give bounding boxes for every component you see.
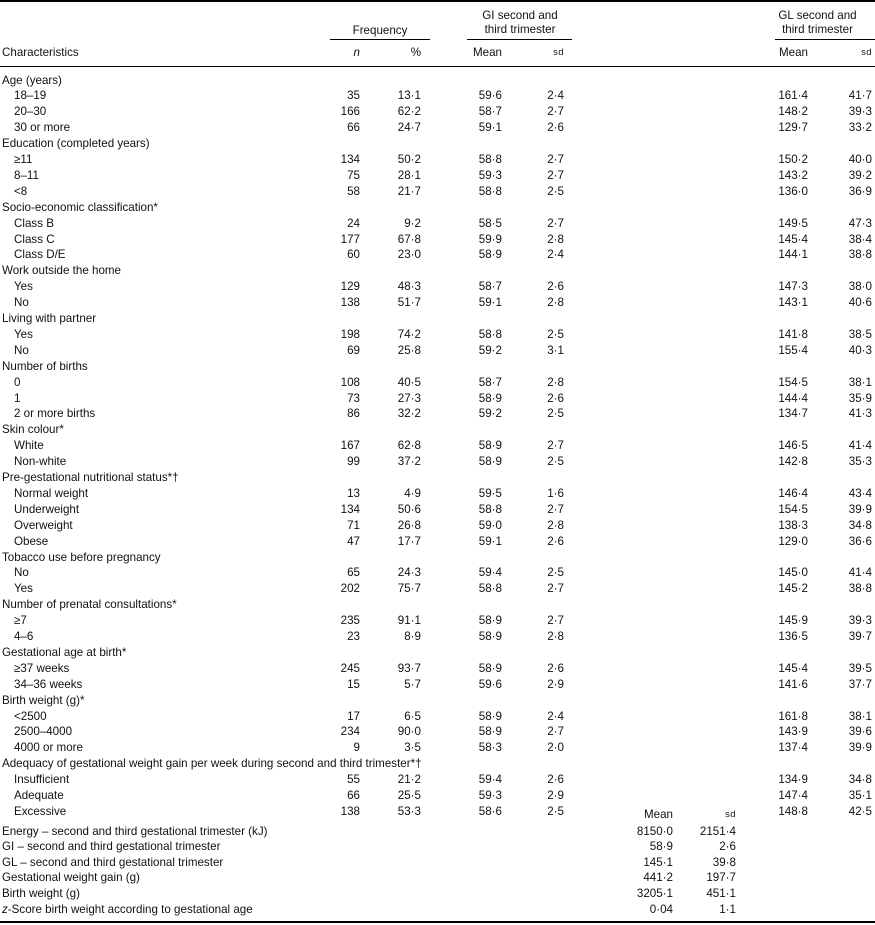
group-label: Work outside the home: [2, 264, 122, 278]
pct-header: %: [410, 46, 421, 59]
pct-cell: 3·5: [404, 741, 421, 755]
row-label: No: [14, 343, 29, 357]
gi-sd-cell: 2·5: [547, 566, 564, 580]
row-label: 4–6: [14, 630, 34, 643]
n-cell: 71: [347, 518, 360, 532]
gl-mean-cell: 161·4: [778, 89, 808, 103]
n-cell: 202: [340, 582, 360, 596]
gi-mean-cell: 59·3: [478, 168, 502, 182]
gl-mean-cell: 146·5: [778, 439, 808, 453]
n-cell: 66: [347, 789, 360, 802]
stats-sd-cell: 451·1: [706, 886, 736, 900]
group-label: Number of prenatal consultations*: [2, 598, 177, 612]
gl-sd-cell: 35·1: [848, 789, 872, 802]
pct-cell: 9·2: [404, 216, 421, 230]
stats-label-text: -Score birth weight according to gestational age: [7, 902, 253, 916]
stats-sd-cell: 2151·4: [699, 824, 736, 838]
gl-sd-cell: 47·3: [848, 216, 872, 230]
gi-sd-cell: 2·7: [547, 614, 564, 628]
gi-mean-cell: 58·8: [478, 502, 502, 516]
gl-sd-cell: 39·9: [848, 741, 872, 755]
n-cell: 35: [347, 89, 360, 103]
group-label: Adequacy of gestational weight gain per week during second and third trimester*†: [2, 757, 422, 771]
gi-sd-cell: 2·7: [547, 105, 564, 119]
n-cell: 47: [347, 534, 360, 548]
gl-sd-cell: 38·8: [848, 582, 872, 596]
pct-cell: 40·5: [397, 375, 421, 389]
gi-mean-cell: 59·2: [478, 343, 502, 357]
gi-mean-cell: 58·9: [478, 391, 502, 405]
stats-label-text: GI – second and third gestational trimester: [2, 840, 221, 854]
gi-mean-cell: 58·9: [478, 614, 502, 628]
gi-sd-cell: 2·7: [547, 216, 564, 230]
gl-sd-cell: 39·6: [848, 725, 872, 739]
row-label: Yes: [14, 582, 33, 596]
gi-mean-cell: 59·1: [478, 534, 502, 548]
row-label: 2 or more births: [14, 407, 96, 421]
gi-mean-cell: 58·5: [478, 216, 502, 230]
n-cell: 73: [347, 391, 360, 405]
gl-mean-cell: 145·4: [778, 232, 808, 246]
gl-mean-cell: 136·5: [778, 630, 808, 643]
gi-sd-cell: 2·5: [547, 804, 564, 818]
gi-sd-cell: 2·7: [547, 168, 564, 182]
gl-sd-cell: 39·5: [848, 661, 872, 675]
n-cell: 17: [347, 709, 360, 723]
top-rule: [0, 0, 875, 2]
stats-label: [2, 903, 253, 917]
gi-sd-cell: 2·6: [547, 121, 564, 135]
pct-cell: 50·6: [397, 502, 421, 516]
pct-cell: 25·8: [397, 343, 421, 357]
gl-sd-cell: 41·4: [848, 566, 872, 580]
gl-sd-cell: 38·0: [848, 280, 872, 294]
group-label: Tobacco use before pregnancy: [2, 550, 161, 564]
row-label: 0: [14, 375, 21, 389]
stats-mean-header: Mean: [643, 808, 673, 821]
gi-mean-cell: 58·9: [478, 439, 502, 453]
row-label: 18–19: [14, 89, 47, 103]
gl-mean-cell: 154·5: [778, 375, 808, 389]
gl-sd-cell: 34·8: [848, 773, 872, 787]
gi-sd-cell: 2·4: [547, 709, 564, 723]
gi-sd-header: sd: [553, 47, 564, 58]
n-cell: 23: [347, 630, 360, 643]
gl-header-line2: third trimester: [782, 23, 853, 36]
gi-sd-cell: 2·4: [547, 89, 564, 103]
n-header: n: [353, 46, 360, 59]
stats-label: [2, 887, 80, 901]
gi-underline: [467, 39, 572, 40]
gl-mean-cell: 161·8: [778, 709, 808, 723]
gi-mean-cell: 59·6: [478, 677, 502, 691]
group-label: Skin colour*: [2, 423, 64, 437]
pct-cell: 53·3: [397, 804, 421, 818]
gi-sd-cell: 3·1: [547, 343, 564, 357]
pct-cell: 13·1: [397, 89, 421, 103]
n-cell: 55: [347, 773, 360, 787]
gl-mean-header: Mean: [778, 46, 808, 59]
pct-cell: 24·7: [397, 121, 421, 135]
stats-label-text: Gestational weight gain (g): [2, 871, 140, 885]
n-cell: 177: [340, 232, 360, 246]
gi-mean-cell: 59·6: [478, 89, 502, 103]
pct-cell: 75·7: [397, 582, 421, 596]
stats-label-text: GL – second and third gestational trimester: [2, 855, 224, 869]
gl-mean-cell: 134·9: [778, 773, 808, 787]
gi-mean-cell: 58·9: [478, 661, 502, 675]
row-label: Normal weight: [14, 486, 89, 500]
n-cell: 69: [347, 343, 360, 357]
gi-sd-cell: 2·7: [547, 153, 564, 166]
gi-mean-cell: 58·3: [478, 741, 502, 755]
row-label: Yes: [14, 280, 33, 294]
stats-label: [2, 840, 220, 854]
gi-sd-cell: 2·5: [547, 407, 564, 421]
pct-cell: 90·0: [397, 725, 421, 739]
gi-sd-cell: 2·5: [547, 455, 564, 469]
gl-mean-cell: 147·3: [778, 280, 808, 294]
pct-cell: 32·2: [397, 407, 421, 421]
gl-mean-cell: 137·4: [778, 741, 808, 755]
stats-mean-cell: 58·9: [649, 840, 673, 854]
gl-mean-cell: 145·9: [778, 614, 808, 628]
row-label: <2500: [14, 709, 47, 723]
gi-mean-cell: 58·8: [478, 582, 502, 596]
gi-mean-cell: 59·0: [478, 518, 502, 532]
pct-cell: 67·8: [397, 232, 421, 246]
gi-sd-cell: 2·7: [547, 439, 564, 453]
gi-sd-cell: 2·5: [547, 184, 564, 198]
stats-label-italic: z: [2, 902, 8, 916]
row-label: 8–11: [14, 168, 39, 182]
row-label: Insufficient: [14, 773, 70, 787]
gi-mean-cell: 58·8: [478, 153, 502, 166]
n-cell: 245: [340, 661, 360, 675]
group-label: Age (years): [2, 73, 62, 87]
gl-mean-cell: 148·8: [778, 804, 808, 818]
gl-sd-cell: 40·6: [848, 296, 872, 310]
gl-sd-cell: 42·5: [848, 804, 872, 818]
gl-mean-cell: 141·8: [778, 327, 808, 341]
stats-label: [2, 856, 223, 870]
gl-mean-cell: 150·2: [778, 153, 808, 166]
gl-mean-cell: 145·2: [778, 582, 808, 596]
gi-mean-cell: 59·9: [478, 232, 502, 246]
frequency-underline: [330, 39, 430, 40]
gl-sd-header: sd: [861, 47, 872, 58]
gl-sd-cell: 41·4: [848, 439, 872, 453]
row-label: No: [14, 566, 29, 580]
gi-mean-cell: 58·9: [478, 630, 502, 643]
stats-mean-cell: 441·2: [643, 871, 673, 885]
row-label: 30 or more: [14, 121, 71, 135]
pct-cell: 4·9: [404, 486, 421, 500]
row-label: Underweight: [14, 502, 80, 516]
gi-sd-cell: 2·6: [547, 280, 564, 294]
pct-cell: 37·2: [397, 455, 421, 469]
pct-cell: 8·9: [404, 630, 421, 643]
stats-mean-cell: 0·04: [649, 902, 673, 916]
n-cell: 75: [347, 168, 360, 182]
n-cell: 9: [353, 741, 360, 755]
gl-sd-cell: 38·1: [848, 709, 872, 723]
n-cell: 134: [340, 153, 360, 166]
stats-mean-cell: 8150·0: [636, 824, 673, 838]
gi-mean-cell: 59·1: [478, 296, 502, 310]
gi-mean-header: Mean: [472, 46, 502, 59]
gi-mean-cell: 59·5: [478, 486, 502, 500]
pct-cell: 91·1: [397, 614, 421, 628]
gl-mean-cell: 143·9: [778, 725, 808, 739]
gi-mean-cell: 58·7: [478, 375, 502, 389]
pct-cell: 25·5: [397, 789, 421, 802]
row-label: <8: [14, 184, 28, 198]
group-label: Birth weight (g)*: [2, 693, 85, 707]
gl-mean-cell: 145·0: [778, 566, 808, 580]
n-cell: 235: [340, 614, 360, 628]
n-cell: 167: [340, 439, 360, 453]
pct-cell: 62·8: [397, 439, 421, 453]
row-label: 4000 or more: [14, 741, 83, 755]
gl-sd-cell: 41·3: [848, 407, 872, 421]
gi-mean-cell: 58·9: [478, 455, 502, 469]
stats-sd-cell: 1·1: [719, 902, 736, 916]
stats-mean-cell: 3205·1: [636, 886, 673, 900]
gi-sd-cell: 2·8: [547, 375, 564, 389]
row-label: Non-white: [14, 455, 67, 469]
row-label: Class C: [14, 232, 55, 246]
n-cell: 24: [347, 216, 360, 230]
row-label: 34–36 weeks: [14, 677, 83, 691]
gl-header-line1: GL second and: [778, 9, 857, 22]
gl-mean-cell: 154·5: [778, 502, 808, 516]
stats-sd-cell: 39·8: [712, 855, 736, 869]
row-label: Obese: [14, 534, 49, 548]
gl-sd-cell: 39·2: [848, 168, 872, 182]
group-label: Living with partner: [2, 312, 97, 325]
row-label: Yes: [14, 327, 33, 341]
gl-mean-cell: 136·0: [778, 184, 808, 198]
row-label: 2500–4000: [14, 725, 73, 739]
stats-label: [2, 825, 268, 839]
n-cell: 129: [340, 280, 360, 294]
gl-mean-cell: 144·1: [778, 248, 808, 262]
row-label: Overweight: [14, 518, 73, 532]
n-cell: 66: [347, 121, 360, 135]
gl-mean-cell: 141·6: [778, 677, 808, 691]
n-cell: 60: [347, 248, 360, 262]
gi-sd-cell: 2·0: [547, 741, 564, 755]
gi-sd-cell: 2·8: [547, 232, 564, 246]
row-label: ≥7: [14, 614, 27, 628]
gi-mean-cell: 58·7: [478, 105, 502, 119]
gi-mean-cell: 58·8: [478, 327, 502, 341]
gl-sd-cell: 41·7: [848, 89, 872, 103]
gi-sd-cell: 2·4: [547, 248, 564, 262]
stats-label-text: Birth weight (g): [2, 886, 80, 900]
pct-cell: 24·3: [397, 566, 421, 580]
gi-mean-cell: 58·6: [478, 804, 502, 818]
gl-sd-cell: 34·8: [848, 518, 872, 532]
gl-sd-cell: 39·3: [848, 105, 872, 119]
gl-mean-cell: 143·2: [778, 168, 808, 182]
header-rule: [0, 66, 875, 67]
n-cell: 138: [340, 804, 360, 818]
stats-sd-cell: 2·6: [719, 840, 736, 854]
pct-cell: 62·2: [397, 105, 421, 119]
pct-cell: 48·3: [397, 280, 421, 294]
row-label: 1: [14, 391, 21, 405]
pct-cell: 50·2: [397, 153, 421, 166]
bottom-rule: [0, 921, 875, 923]
pct-cell: 26·8: [397, 518, 421, 532]
n-cell: 166: [340, 105, 360, 119]
group-label: Number of births: [2, 359, 88, 373]
gl-sd-cell: 40·0: [848, 153, 872, 166]
n-cell: 138: [340, 296, 360, 310]
gl-mean-cell: 134·7: [778, 407, 808, 421]
pct-cell: 28·1: [397, 168, 421, 182]
row-label: Class D/E: [14, 248, 66, 262]
frequency-header: Frequency: [352, 24, 408, 37]
n-cell: 108: [340, 375, 360, 389]
gi-mean-cell: 59·4: [478, 566, 502, 580]
n-cell: 86: [347, 407, 360, 421]
gi-sd-cell: 2·8: [547, 518, 564, 532]
group-label: Pre-gestational nutritional status*†: [2, 471, 179, 484]
gl-sd-cell: 39·3: [848, 614, 872, 628]
stats-label-text: Energy – second and third gestational trimester (kJ): [2, 824, 268, 838]
n-cell: 58: [347, 184, 360, 198]
group-label: Socio-economic classification*: [2, 200, 158, 214]
n-cell: 198: [340, 327, 360, 341]
gi-sd-cell: 2·8: [547, 296, 564, 310]
gi-mean-cell: 58·7: [478, 280, 502, 294]
gl-sd-cell: 43·4: [848, 486, 872, 500]
gi-mean-cell: 58·9: [478, 725, 502, 739]
gi-sd-cell: 2·7: [547, 502, 564, 516]
n-cell: 13: [347, 486, 360, 500]
gl-sd-cell: 39·7: [848, 630, 872, 643]
n-cell: 234: [340, 725, 360, 739]
gl-underline: [775, 39, 875, 40]
gl-mean-cell: 149·5: [778, 216, 808, 230]
gl-mean-cell: 148·2: [778, 105, 808, 119]
gi-header-line2: third trimester: [484, 23, 556, 36]
gi-sd-cell: 2·7: [547, 582, 564, 596]
gl-mean-cell: 142·8: [778, 455, 808, 469]
pct-cell: 6·5: [404, 709, 421, 723]
gi-sd-cell: 2·6: [547, 534, 564, 548]
gl-mean-cell: 146·4: [778, 486, 808, 500]
pct-cell: 74·2: [397, 327, 421, 341]
gi-mean-cell: 59·2: [478, 407, 502, 421]
pct-cell: 27·3: [397, 391, 421, 405]
row-label: ≥11: [14, 153, 33, 166]
stats-sd-header: sd: [725, 809, 736, 820]
stats-label: [2, 871, 140, 885]
gl-sd-cell: 38·4: [848, 232, 872, 246]
n-cell: 134: [340, 502, 360, 516]
gi-mean-cell: 58·8: [478, 184, 502, 198]
gl-mean-cell: 143·1: [778, 296, 808, 310]
gi-sd-cell: 2·9: [547, 789, 564, 802]
gl-mean-cell: 147·4: [778, 789, 808, 802]
n-cell: 15: [347, 677, 360, 691]
gl-sd-cell: 36·6: [848, 534, 872, 548]
gi-sd-cell: 1·6: [547, 486, 564, 500]
gi-mean-cell: 58·9: [478, 709, 502, 723]
gl-sd-cell: 38·8: [848, 248, 872, 262]
row-label: Adequate: [14, 789, 64, 802]
gl-mean-cell: 145·4: [778, 661, 808, 675]
gl-mean-cell: 155·4: [778, 343, 808, 357]
gl-mean-cell: 138·3: [778, 518, 808, 532]
pct-cell: 5·7: [404, 677, 421, 691]
row-label: No: [14, 296, 29, 310]
row-label: Excessive: [14, 804, 67, 818]
group-label: Gestational age at birth*: [2, 645, 127, 659]
gl-sd-cell: 36·9: [848, 184, 872, 198]
gl-sd-cell: 37·7: [848, 677, 872, 691]
pct-cell: 51·7: [397, 296, 421, 310]
gi-sd-cell: 2·6: [547, 391, 564, 405]
n-cell: 99: [347, 455, 360, 469]
gi-mean-cell: 59·1: [478, 121, 502, 135]
gi-mean-cell: 58·9: [478, 248, 502, 262]
gl-mean-cell: 144·4: [778, 391, 808, 405]
n-cell: 65: [347, 566, 360, 580]
gl-sd-cell: 38·1: [848, 375, 872, 389]
gi-mean-cell: 59·4: [478, 773, 502, 787]
gl-sd-cell: 35·9: [848, 391, 872, 405]
group-label: Education (completed years): [2, 137, 150, 151]
gi-header-line1: GI second and: [482, 9, 558, 22]
gl-sd-cell: 33·2: [848, 121, 872, 135]
gl-mean-cell: 129·0: [778, 534, 808, 548]
gi-sd-cell: 2·9: [547, 677, 564, 691]
stats-sd-cell: 197·7: [706, 871, 736, 885]
gl-sd-cell: 35·3: [848, 455, 872, 469]
stats-mean-cell: 145·1: [643, 855, 673, 869]
gi-sd-cell: 2·6: [547, 661, 564, 675]
row-label: 20–30: [14, 105, 47, 119]
gl-sd-cell: 39·9: [848, 502, 872, 516]
row-label: White: [14, 439, 44, 453]
gl-mean-cell: 129·7: [778, 121, 808, 135]
pct-cell: 21·7: [397, 184, 421, 198]
gi-sd-cell: 2·5: [547, 327, 564, 341]
pct-cell: 23·0: [397, 248, 421, 262]
gi-sd-cell: 2·7: [547, 725, 564, 739]
gi-mean-cell: 59·3: [478, 789, 502, 802]
pct-cell: 17·7: [397, 534, 421, 548]
gi-sd-cell: 2·6: [547, 773, 564, 787]
pct-cell: 21·2: [397, 773, 421, 787]
gl-sd-cell: 40·3: [848, 343, 872, 357]
characteristics-header: Characteristics: [2, 46, 79, 59]
row-label: Class B: [14, 216, 54, 230]
gl-sd-cell: 38·5: [848, 327, 872, 341]
pct-cell: 93·7: [397, 661, 421, 675]
row-label: ≥37 weeks: [14, 661, 70, 675]
gi-sd-cell: 2·8: [547, 630, 564, 643]
